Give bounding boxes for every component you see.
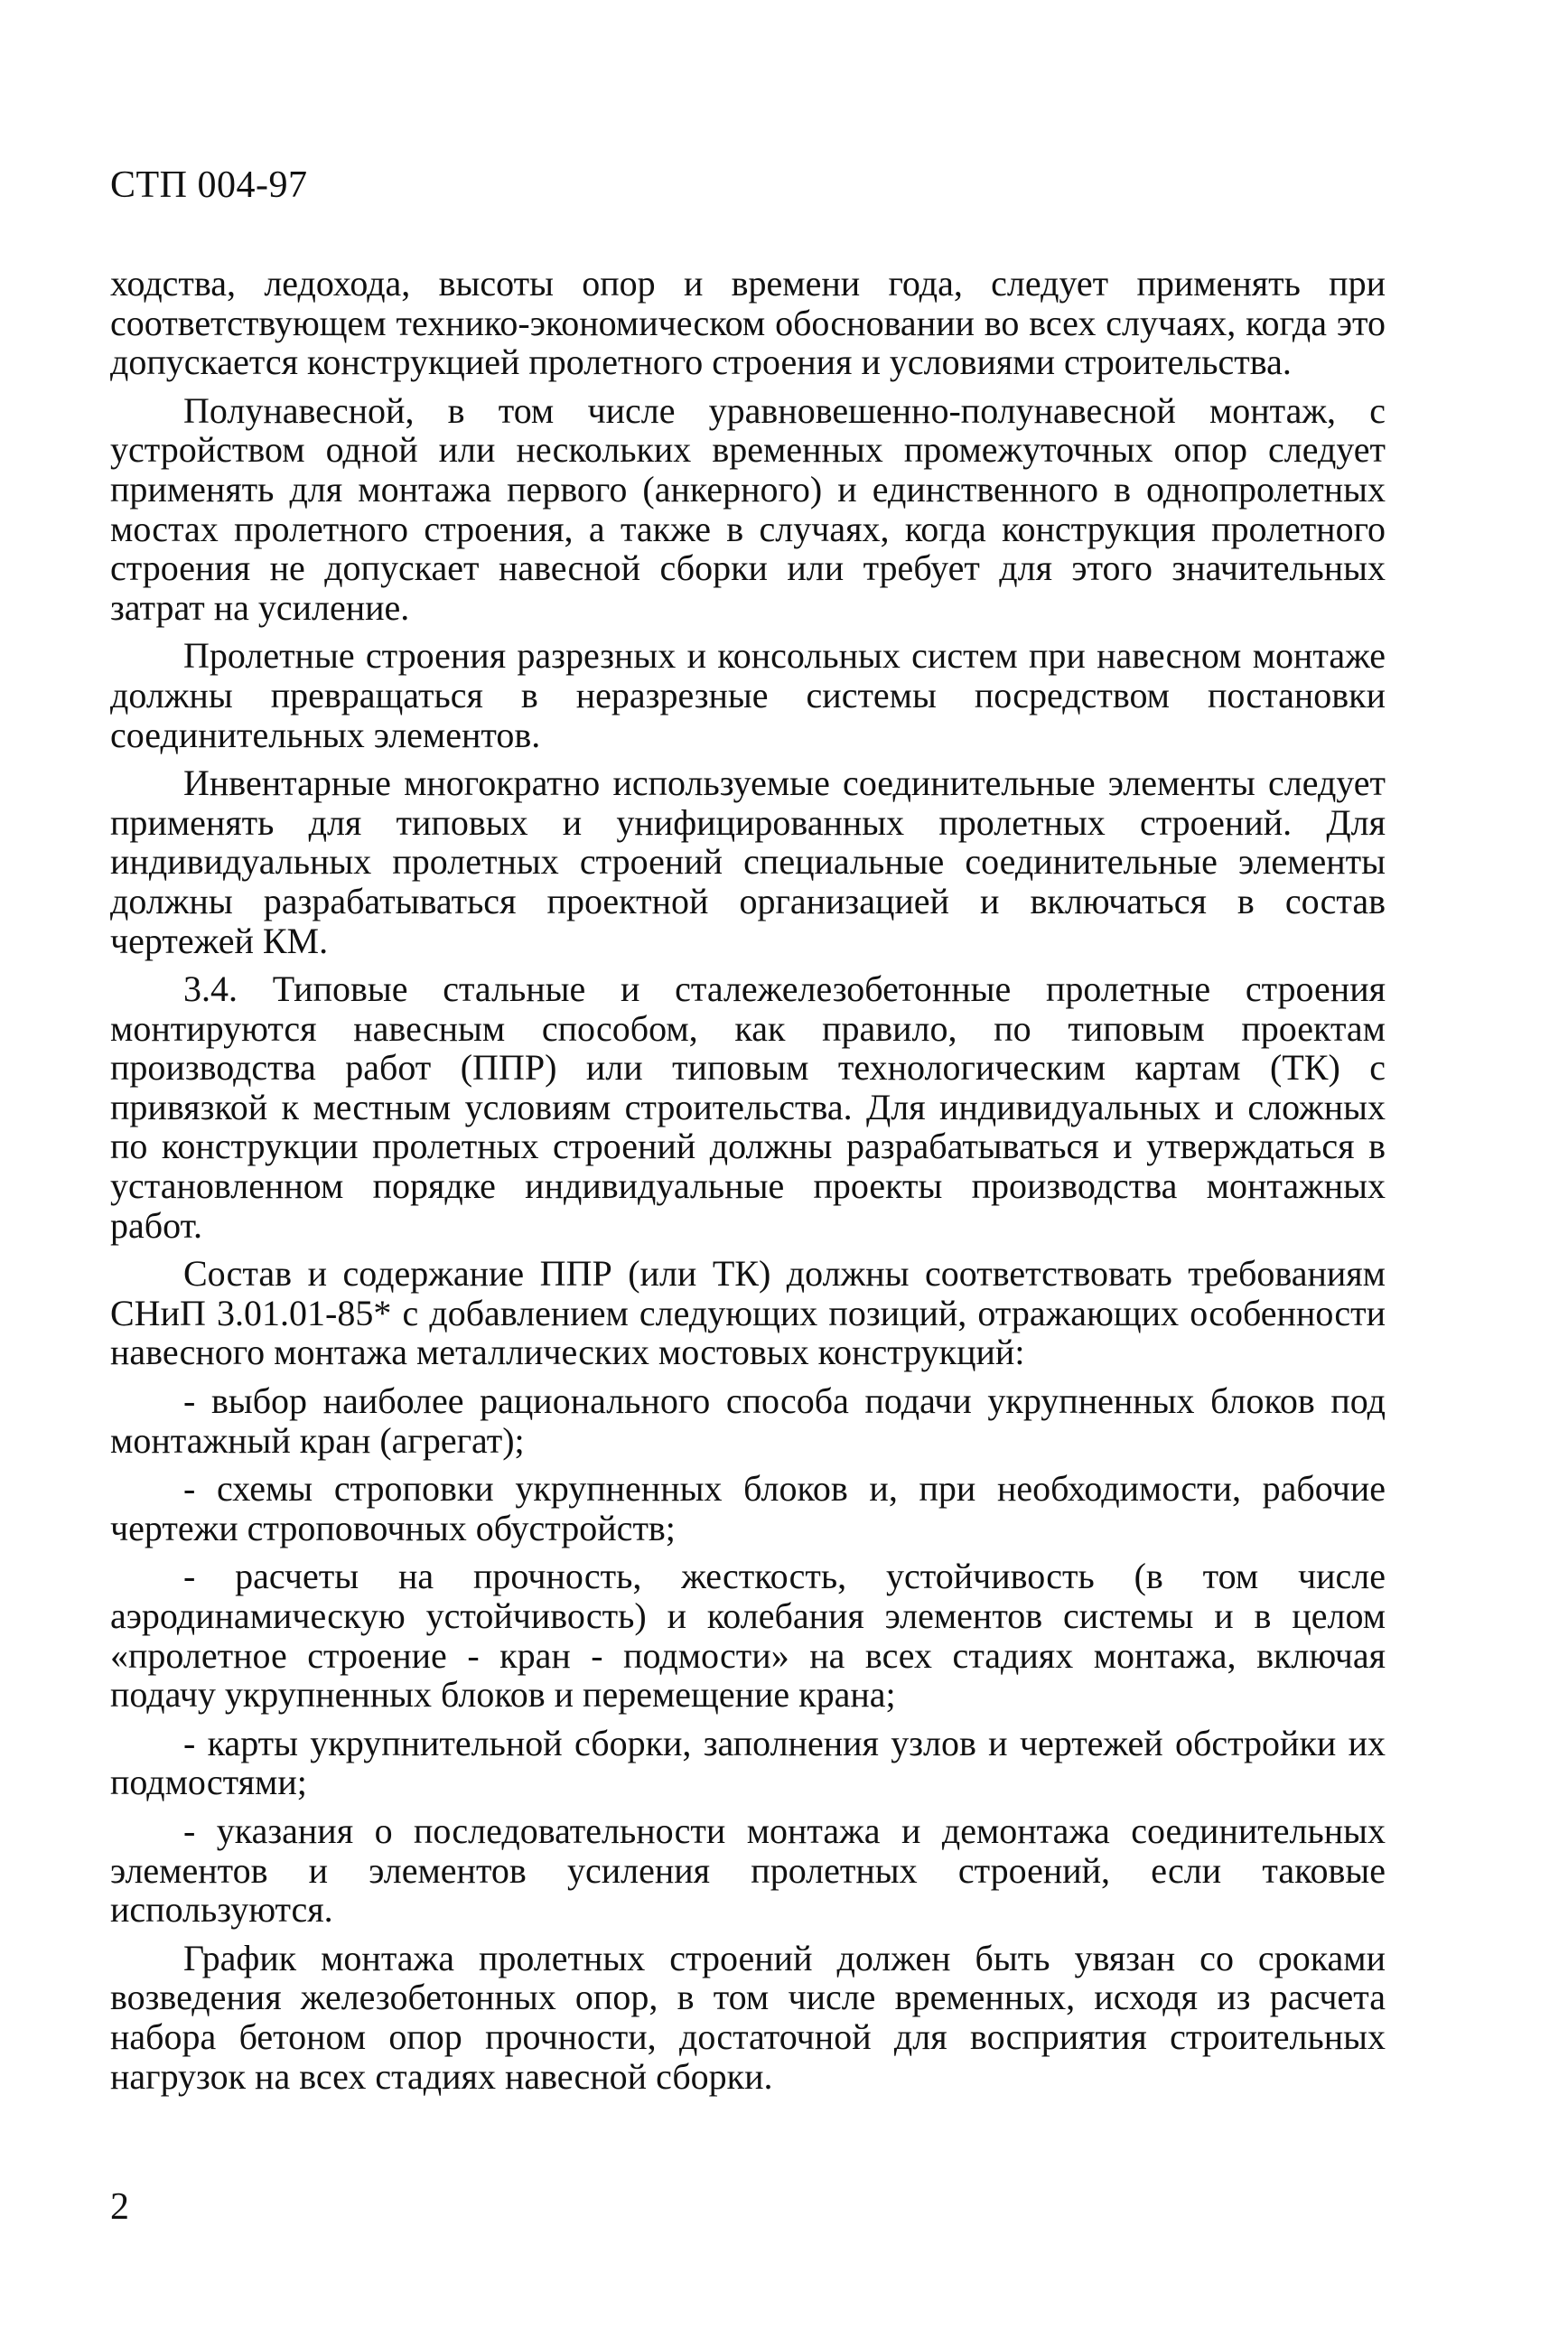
page-number: 2 bbox=[110, 2186, 129, 2228]
paragraph-continuation: ходства, ледохода, высоты опор и времени года, следует применять при соответствующем технико-экономическом обосновании во всех случаях, когда это допускается конструкцией пролетного строения и условиями строительства. bbox=[110, 263, 1386, 383]
list-item: - карты укрупнительной сборки, заполнения узлов и чертежей обстройки их подмостями; bbox=[110, 1722, 1386, 1803]
document-body bbox=[110, 264, 1386, 2105]
document-code-header: СТП 004-97 bbox=[110, 164, 308, 206]
paragraph-ppr-requirements: Состав и содержание ППР (или ТК) должны соответствовать требованиям СНиП 3.01.01-85* с добавлением следующих позиций, отражающих особенности навесного монтажа металлических мостовых конструкций: bbox=[110, 1253, 1386, 1373]
list-item: - выбор наиболее рационального способа подачи укрупненных блоков под монтажный кран (агрегат); bbox=[110, 1380, 1386, 1461]
list-item: - указания о последовательности монтажа и демонтажа соединительных элементов и элементов усиления пролетных строений, если таковые используются. bbox=[110, 1810, 1386, 1931]
paragraph-section-3-4: 3.4. Типовые стальные и сталежелезобетонные пролетные строения монтируются навесным способом, как правило, по типовым проектам производства работ (ППР) или типовым технологическим картам (ТК) с привязкой к местным условиям строительства. Для индивидуальных и сложных по конструкции пролетных строений должны разрабатываться и утверждаться в установленном порядке индивидуальные проекты производства монтажных работ. bbox=[110, 968, 1386, 1246]
paragraph-semi-cantilever-erection: Полунавесной, в том числе уравновешенно-полунавесной монтаж, с устройством одной или нескольких временных промежуточных опор следует применять для монтажа первого (анкерного) и единственного в однопролетных мостах пролетного строения, а также в случаях, когда конструкция пролетного строения не допускает навесной сборки или требует для этого значительных затрат на усиление. bbox=[110, 389, 1386, 628]
paragraph-span-systems: Пролетные строения разрезных и консольных систем при навесном монтаже должны превращаться в неразрезные системы посредством постановки соединительных элементов. bbox=[110, 635, 1386, 755]
paragraph-schedule: График монтажа пролетных строений должен быть увязан со сроками возведения железобетонных опор, в том числе временных, исходя из расчета набора бетоном опор прочности, достаточной для восприятия строительных нагрузок на всех стадиях навесной сборки. bbox=[110, 1937, 1386, 2097]
paragraph-connecting-elements: Инвентарные многократно используемые соединительные элементы следует применять для типовых и унифицированных пролетных строений. Для индивидуальных пролетных строений специальные соединительные элементы должны разрабатываться проектной организацией и включаться в состав чертежей КМ. bbox=[110, 762, 1386, 961]
list-item: - схемы строповки укрупненных блоков и, при необходимости, рабочие чертежи строповочных обустройств; bbox=[110, 1468, 1386, 1548]
list-item: - расчеты на прочность, жесткость, устойчивость (в том числе аэродинамическую устойчивость) и колебания элементов системы и в целом «пролетное строение - кран - подмости» на всех стадиях монтажа, включая подачу укрупненных блоков и перемещение крана; bbox=[110, 1556, 1386, 1716]
